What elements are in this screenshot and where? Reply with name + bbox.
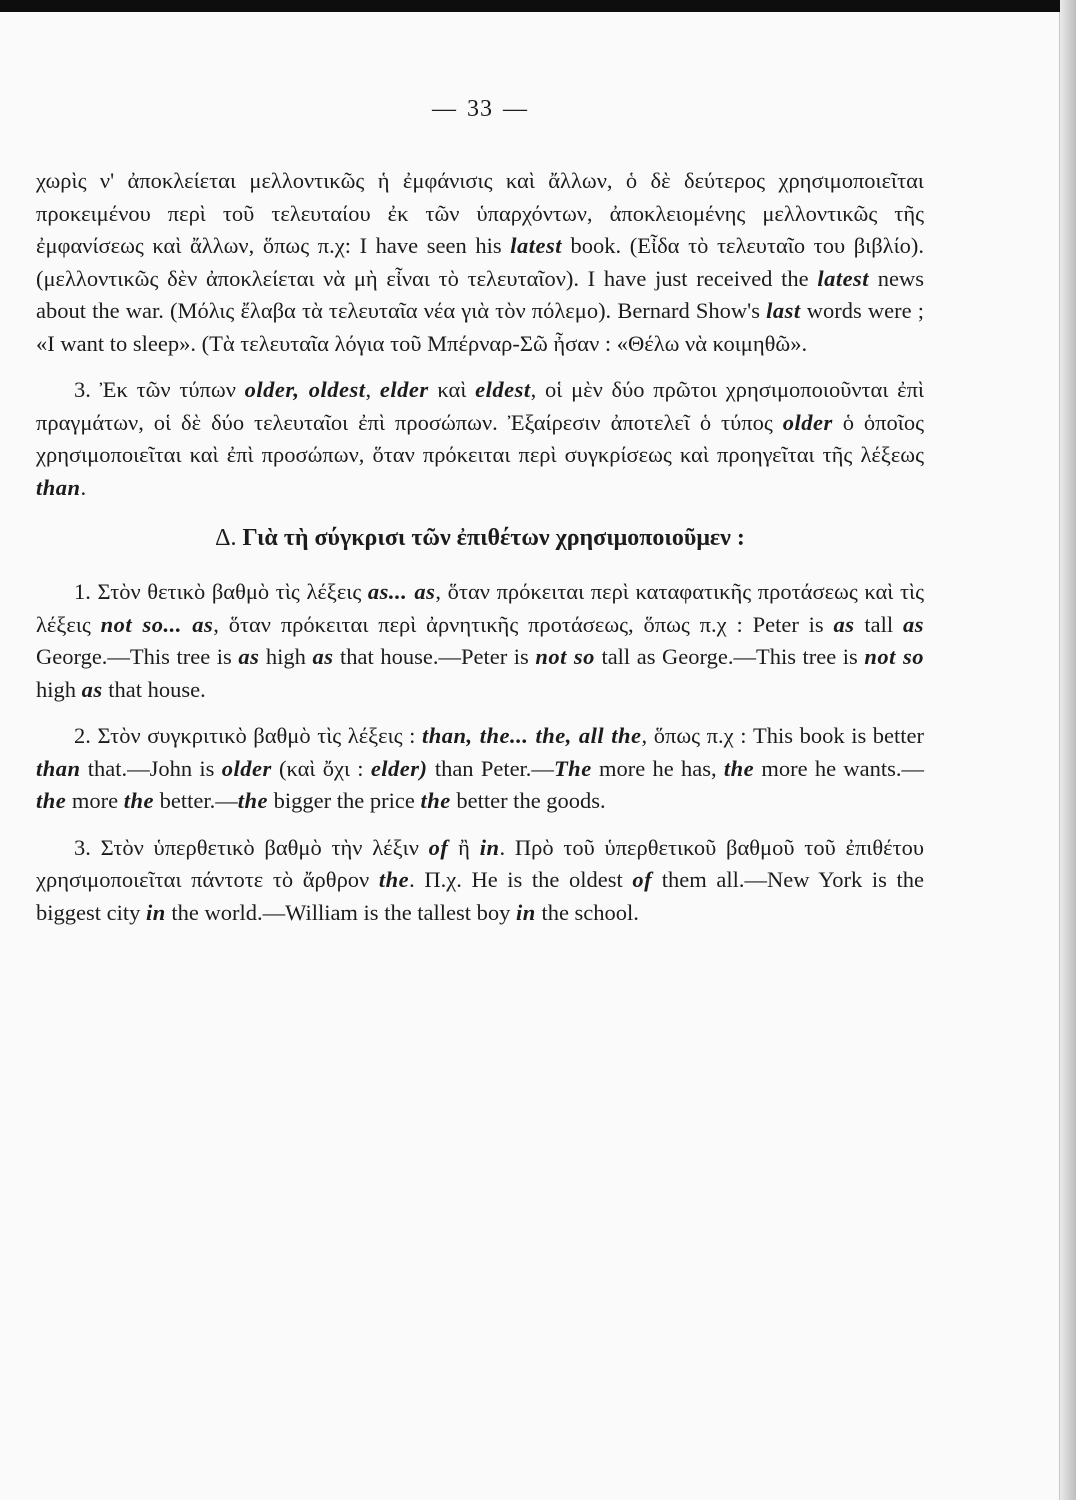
- text-run: better the goods.: [450, 788, 606, 813]
- emphasized-word: in: [516, 899, 536, 925]
- page-number-dash-right: —: [503, 96, 528, 122]
- text-run: them all.—New York is the biggest city: [36, 867, 924, 925]
- paragraph-p4: [36, 720, 924, 818]
- emphasized-word: eldest: [475, 377, 531, 402]
- emphasized-word: of: [632, 867, 653, 892]
- text-run: ὁ ὁποῖος χρησιμοποιεῖται καὶ ἐπὶ προσώπων, ὅταν πρόκειται περὶ συγκρίσεως καὶ προηγεῖται τῆς λέξεως: [36, 409, 924, 467]
- text-run: more he wants.—: [754, 755, 924, 781]
- text-run: (καὶ ὄχι :: [271, 755, 371, 781]
- emphasized-word: in: [145, 899, 166, 925]
- text-run: ἢ: [448, 834, 480, 860]
- emphasized-word: older: [221, 755, 272, 781]
- text-run: 3. Στὸν ὑπερθετικὸ βαθμὸ τὴν λέξιν: [74, 834, 429, 860]
- scan-right-border: [1060, 0, 1076, 1500]
- text-run: high: [36, 676, 82, 702]
- emphasized-word: the: [378, 867, 410, 892]
- emphasized-word: older, oldest: [244, 377, 366, 402]
- page-number-dash-left: —: [432, 96, 457, 122]
- text-run: book. (Εἶδα τὸ τελευταῖο του βιβλίο). (μελλοντικῶς δὲν ἀποκλείεται νὰ μὴ εἶναι τὸ τελευταῖον). I have just received the: [36, 233, 925, 291]
- emphasized-word: as: [833, 611, 855, 637]
- emphasized-word: not so... as: [100, 611, 214, 637]
- emphasized-word: as... as: [367, 579, 436, 604]
- emphasized-word: as: [902, 611, 924, 637]
- text-run: , ὅταν πρόκειται περὶ καταφατικῆς προτάσεως καὶ τὶς λέξεις: [36, 579, 924, 637]
- text-run: .: [80, 474, 87, 500]
- emphasized-word: elder): [370, 755, 428, 781]
- text-run: high: [259, 644, 313, 669]
- page-number-header: [36, 96, 924, 123]
- text-run: more he has,: [591, 755, 724, 781]
- page-number: 33: [467, 96, 493, 122]
- emphasized-word: as: [238, 644, 260, 669]
- text-run: , οἱ μὲν δύο πρῶτοι χρησιμοποιοῦνται ἐπὶ πραγμάτων, οἱ δὲ δύο τελευταῖοι ἐπὶ προσώπων. Ἐξαίρεσιν ἀποτελεῖ ὁ τύπος: [36, 377, 925, 435]
- emphasized-word: in: [479, 834, 500, 860]
- paragraph-p5: [36, 832, 924, 930]
- text-run: , ὅταν πρόκειται περὶ ἀρνητικῆς προτάσεως, ὅπως π.χ : Peter is: [213, 611, 834, 637]
- emphasized-word: than: [36, 755, 81, 781]
- text-run: ,: [365, 377, 380, 402]
- paragraph-p3: [36, 576, 924, 706]
- text-run: the school.: [535, 899, 639, 925]
- emphasized-word: older: [782, 409, 833, 435]
- section-heading-letter: Δ.: [215, 525, 237, 551]
- book-page: [36, 96, 924, 929]
- section-heading: [36, 522, 924, 554]
- emphasized-word: than: [36, 474, 81, 500]
- section-heading-text: Γιὰ τὴ σύγκρισι τῶν ἐπιθέτων χρησιμοποιοῦμεν :: [242, 525, 745, 551]
- emphasized-word: as: [81, 676, 103, 702]
- text-run: . Π.χ. He is the oldest: [409, 867, 633, 892]
- text-run: . Πρὸ τοῦ ὑπερθετικοῦ βαθμοῦ τοῦ ἐπιθέτου χρησιμοποιεῖται πάντοτε τὸ ἄρθρον: [36, 834, 924, 892]
- emphasized-word: the: [420, 788, 451, 813]
- text-run: , ὅπως π.χ : This book is better: [641, 723, 924, 748]
- emphasized-word: the: [723, 755, 755, 781]
- text-run: than Peter.—: [427, 755, 554, 781]
- text-run: tall as George.—This tree is: [594, 644, 865, 669]
- text-run: bigger the price: [268, 788, 421, 813]
- text-run: news about the war. (Μόλις ἔλαβα τὰ τελευταῖα νέα γιὰ τὸν πόλεμο). Bernard Show's: [36, 265, 924, 323]
- emphasized-word: of: [428, 834, 449, 860]
- emphasized-word: latest: [510, 233, 562, 258]
- text-run: 1. Στὸν θετικὸ βαθμὸ τὶς λέξεις: [74, 579, 368, 604]
- text-run: words were ; «I want to sleep». (Τὰ τελευταῖα λόγια τοῦ Μπέρναρ-Σῶ ἦσαν : «Θέλω νὰ κοιμηθῶ».: [36, 298, 924, 356]
- text-run: that house.—Peter is: [333, 644, 536, 669]
- text-run: more: [66, 788, 124, 813]
- emphasized-word: as: [312, 644, 334, 669]
- text-run: 3. Ἐκ τῶν τύπων: [74, 377, 245, 402]
- emphasized-word: latest: [817, 265, 870, 291]
- text-run: χωρὶς ν' ἀποκλείεται μελλοντικῶς ἡ ἐμφάνισις καὶ ἄλλων, ὁ δὲ δεύτερος χρησιμοποιεῖται προκειμένου περὶ τοῦ τελευταίου ἐκ τῶν ὑπαρχόντων, ἀποκλειομένης μελλοντικῶς τῆς ἐμφανίσεως καὶ ἄλλων, ὅπως π.χ: I have seen his: [36, 168, 924, 258]
- emphasized-word: not so: [864, 644, 924, 669]
- emphasized-word: elder: [379, 377, 429, 402]
- text-run: that.—John is: [80, 755, 222, 781]
- emphasized-word: than, the... the, all the: [422, 723, 642, 748]
- paragraph-p2: [36, 374, 924, 504]
- emphasized-word: The: [553, 755, 592, 781]
- emphasized-word: not so: [535, 644, 595, 669]
- body-text-after-heading: [36, 576, 924, 929]
- paragraph-p1: [36, 165, 924, 360]
- emphasized-word: the: [123, 788, 155, 813]
- text-run: tall: [854, 611, 903, 637]
- text-run: 2. Στὸν συγκριτικὸ βαθμὸ τὶς λέξεις :: [74, 723, 423, 748]
- emphasized-word: last: [766, 298, 801, 323]
- text-run: George.—This tree is: [36, 644, 239, 669]
- text-run: that house.: [102, 676, 206, 702]
- text-run: the world.—William is the tallest boy: [165, 899, 517, 925]
- text-run: καὶ: [428, 377, 476, 402]
- text-run: better.—: [154, 788, 238, 813]
- body-text-before-heading: [36, 165, 924, 504]
- emphasized-word: the: [237, 788, 269, 813]
- scan-top-border: [0, 0, 1076, 12]
- emphasized-word: the: [36, 788, 67, 813]
